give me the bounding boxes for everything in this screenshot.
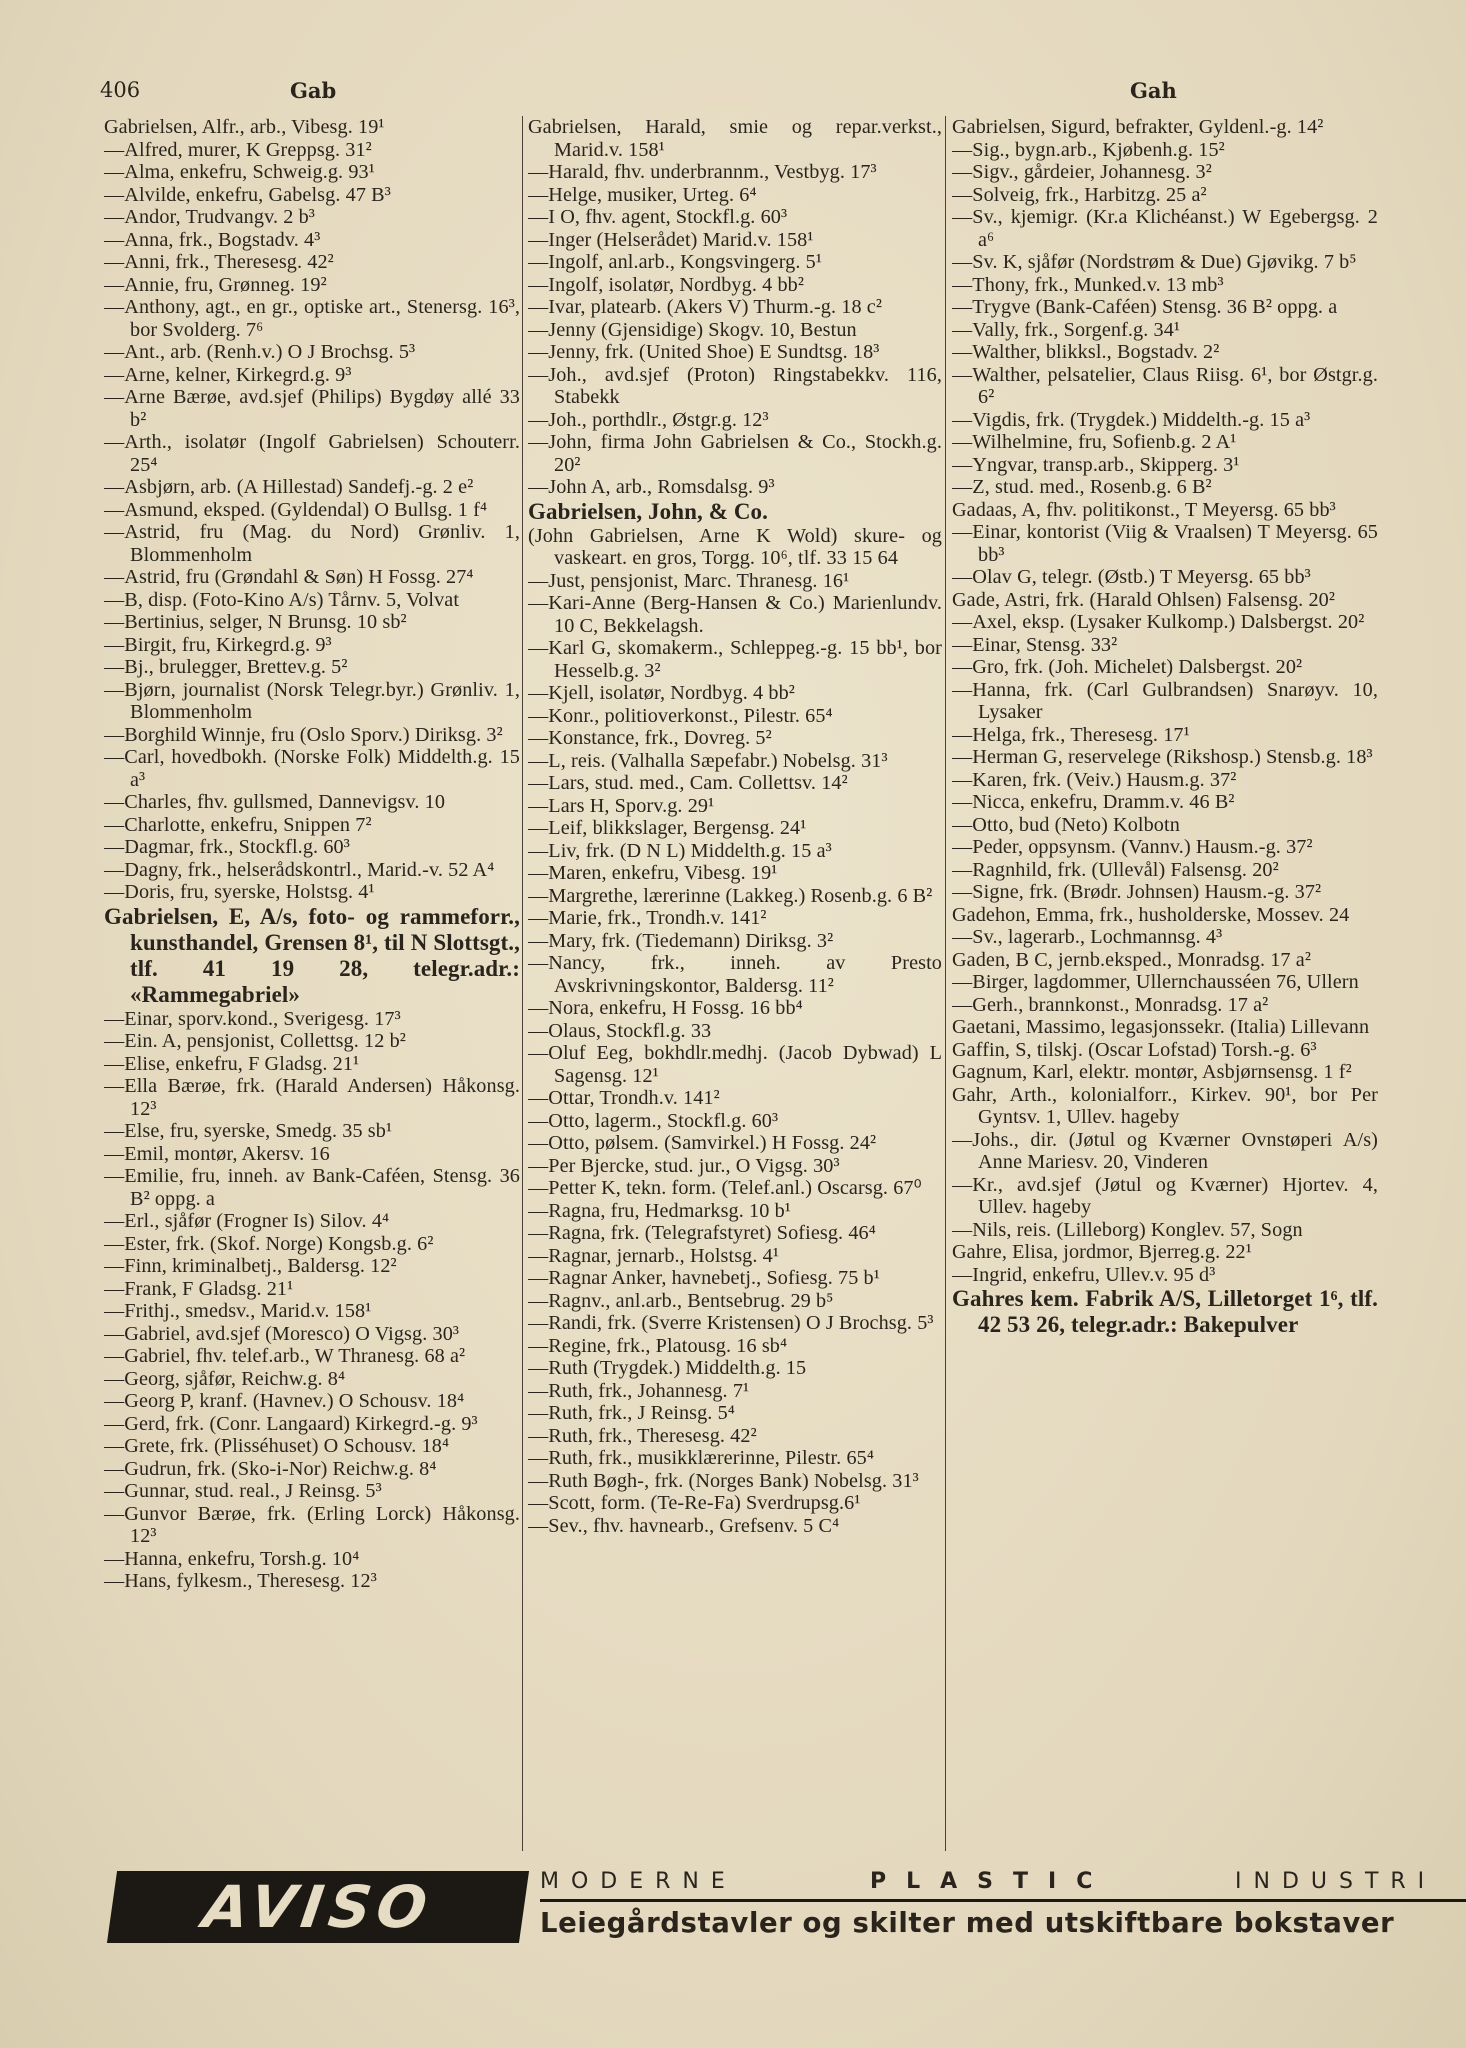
directory-entry: —Liv, frk. (D N L) Middelth.g. 15 a³ bbox=[528, 839, 832, 862]
directory-entry: —Erl., sjåfør (Frogner Is) Silov. 4⁴ bbox=[104, 1210, 390, 1232]
directory-entry: —Konr., politioverkonst., Pilestr. 65⁴ bbox=[528, 704, 833, 727]
directory-entry-highlighted: Gabrielsen, E, A/s, foto- og rammeforr., kunsthandel, Grensen 8¹, til N Slottsgt., tlf. 41 19 28, telegr.adr.: «Rammegabriel» bbox=[104, 903, 520, 1007]
directory-entry: —Else, fru, syerske, Smedg. 35 sb¹ bbox=[104, 1120, 393, 1142]
directory-entry: —Petter K, tekn. form. (Telef.anl.) Oscarsg. 67⁰ bbox=[528, 1177, 922, 1199]
directory-entry: —Lars H, Sporv.g. 29¹ bbox=[528, 794, 715, 817]
directory-entry: Gaden, B C, jernb.eksped., Monradsg. 17 a² bbox=[952, 948, 1311, 971]
directory-entry: —Ester, frk. (Skof. Norge) Kongsb.g. 6² bbox=[104, 1232, 434, 1255]
directory-entry: —Bj., brulegger, Brettev.g. 5² bbox=[104, 656, 348, 678]
directory-entry: —Gunvor Bærøe, frk. (Erling Lorck) Håkonsg. 12³ bbox=[104, 1502, 520, 1547]
advertisement-banner bbox=[100, 1865, 1437, 1945]
directory-entry: —Jenny, frk. (United Shoe) E Sundtsg. 18³ bbox=[528, 341, 880, 363]
directory-entry-highlighted: Gabrielsen, John, & Co. bbox=[528, 498, 768, 524]
directory-entry: —Gerh., brannkonst., Monradsg. 17 a² bbox=[952, 993, 1269, 1016]
directory-entry: —Ottar, Trondh.v. 141² bbox=[528, 1087, 720, 1109]
directory-entry: —Einar, sporv.kond., Sverigesg. 17³ bbox=[104, 1007, 401, 1030]
directory-entry: —Andor, Trudvangv. 2 b³ bbox=[104, 206, 315, 228]
directory-entry: —Ruth, frk., Johannesg. 7¹ bbox=[528, 1379, 750, 1402]
directory-entry: Gaffin, S, tilskj. (Oscar Lofstad) Torsh.-g. 6³ bbox=[952, 1038, 1317, 1061]
directory-entry: —Randi, frk. (Sverre Kristensen) O J Brochsg. 5³ bbox=[528, 1312, 934, 1334]
directory-entry: —Johs., dir. (Jøtul og Kværner Ovnstøperi A/s) Anne Mariesv. 20, Vinderen bbox=[952, 1128, 1378, 1173]
directory-entry: —Marie, frk., Trondh.v. 141² bbox=[528, 907, 767, 929]
directory-entry: —Carl, hovedbokh. (Norske Folk) Middelth.g. 15 a³ bbox=[104, 746, 520, 791]
directory-entry: Gaetani, Massimo, legasjonssekr. (Italia) Lillevann bbox=[952, 1016, 1370, 1038]
directory-entry: —Kjell, isolatør, Nordbyg. 4 bb² bbox=[528, 682, 795, 704]
directory-entry: —Otto, pølsem. (Samvirkel.) H Fossg. 24² bbox=[528, 1132, 877, 1154]
directory-entry: —John A, arb., Romsdalsg. 9³ bbox=[528, 476, 775, 498]
directory-entry: —Arne Bærøe, avd.sjef (Philips) Bygdøy allé 33 b² bbox=[104, 386, 520, 431]
directory-entry: —Olaus, Stockfl.g. 33 bbox=[528, 1019, 712, 1042]
ad-word-industri: INDUSTRI bbox=[1235, 1869, 1437, 1894]
directory-entry: —Wilhelmine, fru, Sofienb.g. 2 A¹ bbox=[952, 431, 1237, 453]
column-divider bbox=[522, 116, 523, 1851]
directory-entry: —Karl G, skomakerm., Schleppeg.-g. 15 bb¹, bor Hesselb.g. 3² bbox=[528, 637, 942, 682]
directory-entry: —Helga, frk., Theresesg. 17¹ bbox=[952, 723, 1190, 746]
directory-entry: —Charles, fhv. gullsmed, Dannevigsv. 10 bbox=[104, 791, 446, 813]
directory-entry: —Emilie, fru, inneh. av Bank-Caféen, Stensg. 36 B² oppg. a bbox=[104, 1165, 520, 1210]
directory-entry: —Frithj., smedsv., Marid.v. 158¹ bbox=[104, 1300, 372, 1322]
directory-entry: —Birgit, fru, Kirkegrd.g. 9³ bbox=[104, 633, 332, 656]
directory-entry: —Mary, frk. (Tiedemann) Diriksg. 3² bbox=[528, 929, 834, 952]
header-right-word: Gah bbox=[1130, 78, 1177, 103]
directory-entry: —Einar, Stensg. 33² bbox=[952, 633, 1118, 656]
directory-entry: —Otto, lagerm., Stockfl.g. 60³ bbox=[528, 1109, 779, 1132]
directory-entry: —Astrid, fru (Grøndahl & Søn) H Fossg. 27⁴ bbox=[104, 566, 474, 588]
directory-entry: —Charlotte, enkefru, Snippen 7² bbox=[104, 813, 372, 836]
directory-entry: —Lars, stud. med., Cam. Collettsv. 14² bbox=[528, 772, 848, 794]
directory-column-2 bbox=[528, 116, 942, 1851]
directory-entry: —Jenny (Gjensidige) Skogv. 10, Bestun bbox=[528, 318, 857, 341]
column-divider bbox=[945, 116, 946, 1851]
directory-entry: —Walther, pelsatelier, Claus Riisg. 6¹, bor Østgr.g. 6² bbox=[952, 363, 1378, 408]
directory-entry: —Ruth (Trygdek.) Middelth.g. 15 bbox=[528, 1357, 807, 1379]
directory-entry: —Einar, kontorist (Viig & Vraalsen) T Meyersg. 65 bb³ bbox=[952, 521, 1378, 566]
directory-entry: —Sigv., gårdeier, Johannesg. 3² bbox=[952, 161, 1212, 183]
directory-entry: —Dagny, frk., helserådskontrl., Marid.-v. 52 A⁴ bbox=[104, 858, 495, 881]
directory-entry: —Ingrid, enkefru, Ullev.v. 95 d³ bbox=[952, 1263, 1216, 1286]
directory-entry: —Per Bjercke, stud. jur., O Vigsg. 30³ bbox=[528, 1154, 840, 1177]
directory-entry: —Ant., arb. (Renh.v.) O J Brochsg. 5³ bbox=[104, 341, 416, 363]
directory-entry: —Otto, bud (Neto) Kolbotn bbox=[952, 813, 1180, 836]
directory-entry: —Regine, frk., Platousg. 16 sb⁴ bbox=[528, 1334, 788, 1357]
directory-entry: —Arth., isolatør (Ingolf Gabrielsen) Schouterr. 25⁴ bbox=[104, 431, 520, 476]
directory-entry: —Anni, frk., Theresesg. 42² bbox=[104, 251, 334, 273]
directory-entry: —Hanna, frk. (Carl Gulbrandsen) Snarøyv. 10, Lysaker bbox=[952, 678, 1378, 723]
directory-entry: —Birger, lagdommer, Ullernchausséen 76, Ullern bbox=[952, 971, 1359, 993]
directory-entry: —Ella Bærøe, frk. (Harald Andersen) Håkonsg. 12³ bbox=[104, 1075, 520, 1120]
directory-entry: —Ragna, fru, Hedmarksg. 10 b¹ bbox=[528, 1199, 791, 1222]
ad-tagline: Leiegårdstavler og skilter med utskiftbare bokstaver bbox=[540, 1907, 1395, 1939]
directory-entry: —Karen, frk. (Veiv.) Hausm.g. 37² bbox=[952, 768, 1237, 791]
directory-entry: —Anthony, agt., en gr., optiske art., Stenersg. 16³, bor Svolderg. 7⁶ bbox=[104, 296, 520, 341]
directory-entry: —Ivar, platearb. (Akers V) Thurm.-g. 18 c² bbox=[528, 296, 883, 318]
directory-entry: —Nils, reis. (Lilleborg) Konglev. 57, Sogn bbox=[952, 1218, 1303, 1241]
directory-entry: Gadaas, A, fhv. politikonst., T Meyersg. 65 bb³ bbox=[952, 498, 1336, 521]
directory-entry: Gabrielsen, Alfr., arb., Vibesg. 19¹ bbox=[104, 116, 385, 138]
directory-entry: Gade, Astri, frk. (Harald Ohlsen) Falsensg. 20² bbox=[952, 588, 1336, 611]
directory-entry: —Georg, sjåfør, Reichw.g. 8⁴ bbox=[104, 1367, 346, 1390]
directory-entry: —Elise, enkefru, F Gladsg. 21¹ bbox=[104, 1052, 360, 1075]
directory-entry: —Bjørn, journalist (Norsk Telegr.byr.) Grønliv. 1, Blommenholm bbox=[104, 678, 520, 723]
directory-entry: —Arne, kelner, Kirkegrd.g. 9³ bbox=[104, 363, 352, 386]
directory-entry: Gabrielsen, Sigurd, befrakter, Gyldenl.-g. 14² bbox=[952, 116, 1324, 138]
directory-entry: —L, reis. (Valhalla Sæpefabr.) Nobelsg. 31³ bbox=[528, 749, 888, 772]
directory-entry: —Yngvar, transp.arb., Skipperg. 3¹ bbox=[952, 453, 1240, 476]
directory-entry: Gahre, Elisa, jordmor, Bjerreg.g. 22¹ bbox=[952, 1241, 1252, 1263]
directory-column-3 bbox=[952, 116, 1378, 1851]
directory-entry: —I O, fhv. agent, Stockfl.g. 60³ bbox=[528, 206, 788, 228]
directory-entry: —B, disp. (Foto-Kino A/s) Tårnv. 5, Volvat bbox=[104, 588, 460, 611]
directory-entry: —Scott, form. (Te-Re-Fa) Sverdrupsg.6¹ bbox=[528, 1492, 861, 1514]
directory-entry: —Grete, frk. (Plisséhuset) O Schousv. 18⁴ bbox=[104, 1435, 450, 1457]
header-left-word: Gab bbox=[290, 78, 337, 103]
directory-entry: —Ingolf, anl.arb., Kongsvingerg. 5¹ bbox=[528, 251, 823, 273]
directory-entry: —Ragnar, jernarb., Holstsg. 4¹ bbox=[528, 1244, 780, 1267]
directory-entry: —John, firma John Gabrielsen & Co., Stockh.g. 20² bbox=[528, 431, 942, 476]
directory-entry: —Hans, fylkesm., Theresesg. 12³ bbox=[104, 1570, 377, 1592]
directory-entry: Gahr, Arth., kolonialforr., Kirkev. 90¹, bor Per Gyntsv. 1, Ullev. hageby bbox=[952, 1083, 1378, 1128]
directory-entry: —Thony, frk., Munked.v. 13 mb³ bbox=[952, 273, 1224, 296]
directory-entry: —Finn, kriminalbetj., Baldersg. 12² bbox=[104, 1255, 397, 1277]
directory-entry: —Joh., porthdlr., Østgr.g. 12³ bbox=[528, 408, 769, 431]
directory-entry: —Doris, fru, syerske, Holstsg. 4¹ bbox=[104, 881, 375, 903]
directory-entry: (John Gabrielsen, Arne K Wold) skure- og vaskeart. en gros, Torgg. 10⁶, tlf. 33 15 64 bbox=[528, 524, 942, 569]
directory-entry: —Solveig, frk., Harbitzg. 25 a² bbox=[952, 183, 1207, 206]
directory-entry: Gabrielsen, Harald, smie og repar.verkst., Marid.v. 158¹ bbox=[528, 116, 942, 161]
directory-entry: —Alvilde, enkefru, Gabelsg. 47 B³ bbox=[104, 183, 391, 206]
directory-entry: —Just, pensjonist, Marc. Thranesg. 16¹ bbox=[528, 569, 850, 592]
directory-entry: —Ruth, frk., Theresesg. 42² bbox=[528, 1424, 757, 1447]
directory-entry: —Inger (Helserådet) Marid.v. 158¹ bbox=[528, 228, 814, 251]
directory-entry: —Ruth, frk., J Reinsg. 5⁴ bbox=[528, 1402, 735, 1424]
directory-entry: —Gabriel, avd.sjef (Moresco) O Vigsg. 30³ bbox=[104, 1322, 460, 1345]
directory-entry: —Helge, musiker, Urteg. 6⁴ bbox=[528, 183, 757, 206]
directory-entry: —Ruth Bøgh-, frk. (Norges Bank) Nobelsg. 31³ bbox=[528, 1469, 919, 1492]
directory-entry: —Gabriel, fhv. telef.arb., W Thranesg. 68 a² bbox=[104, 1345, 466, 1367]
directory-entry: —Dagmar, frk., Stockfl.g. 60³ bbox=[104, 836, 350, 858]
directory-entry: —Hanna, enkefru, Torsh.g. 10⁴ bbox=[104, 1547, 360, 1570]
directory-entry: —Herman G, reservelege (Rikshosp.) Stensb.g. 18³ bbox=[952, 746, 1373, 768]
ad-word-plastic: PLASTIC bbox=[870, 1869, 1113, 1894]
directory-entry: —Oluf Eeg, bokhdlr.medhj. (Jacob Dybwad) L Sagensg. 12¹ bbox=[528, 1042, 942, 1087]
directory-entry: —Frank, F Gladsg. 21¹ bbox=[104, 1277, 294, 1300]
directory-entry: —Konstance, frk., Dovreg. 5² bbox=[528, 727, 772, 749]
directory-entry: —Trygve (Bank-Caféen) Stensg. 36 B² oppg. a bbox=[952, 296, 1338, 318]
page-number: 406 bbox=[100, 78, 141, 102]
directory-entry: —Ragnhild, frk. (Ullevål) Falsensg. 20² bbox=[952, 858, 1279, 881]
directory-entry: —Peder, oppsynsm. (Vannv.) Hausm.-g. 37² bbox=[952, 836, 1313, 858]
directory-entry: —Sig., bygn.arb., Kjøbenh.g. 15² bbox=[952, 138, 1225, 161]
directory-entry: —Axel, eksp. (Lysaker Kulkomp.) Dalsbergst. 20² bbox=[952, 611, 1365, 633]
directory-entry: —Anna, frk., Bogstadv. 4³ bbox=[104, 228, 321, 251]
directory-entry: —Vigdis, frk. (Trygdek.) Middelth.-g. 15 a³ bbox=[952, 408, 1311, 431]
directory-entry: —Asbjørn, arb. (A Hillestad) Sandefj.-g. 2 e² bbox=[104, 476, 474, 498]
directory-entry: —Sv., lagerarb., Lochmannsg. 4³ bbox=[952, 926, 1223, 948]
directory-entry: —Ein. A, pensjonist, Collettsg. 12 b² bbox=[104, 1030, 406, 1052]
directory-entry: —Signe, frk. (Brødr. Johnsen) Hausm.-g. 37² bbox=[952, 881, 1322, 903]
directory-entry: —Alfred, murer, K Greppsg. 31² bbox=[104, 138, 372, 161]
directory-entry: —Ragnar Anker, havnebetj., Sofiesg. 75 b¹ bbox=[528, 1267, 880, 1289]
directory-entry: —Astrid, fru (Mag. du Nord) Grønliv. 1, Blommenholm bbox=[104, 521, 520, 566]
ad-word-moderne: MODERNE bbox=[540, 1869, 737, 1894]
directory-entry: Gagnum, Karl, elektr. montør, Asbjørnsensg. 1 f² bbox=[952, 1061, 1352, 1083]
directory-entry: —Walther, blikksl., Bogstadv. 2² bbox=[952, 341, 1220, 363]
directory-entry: —Ragnv., anl.arb., Bentsebrug. 29 b⁵ bbox=[528, 1289, 834, 1312]
directory-entry: —Nora, enkefru, H Fossg. 16 bb⁴ bbox=[528, 997, 803, 1019]
directory-entry: —Borghild Winnje, fru (Oslo Sporv.) Diriksg. 3² bbox=[104, 723, 503, 746]
directory-entry: —Z, stud. med., Rosenb.g. 6 B² bbox=[952, 476, 1212, 498]
directory-entry: —Maren, enkefru, Vibesg. 19¹ bbox=[528, 862, 778, 884]
directory-entry: Gadehon, Emma, frk., husholderske, Mossev. 24 bbox=[952, 903, 1350, 926]
ad-headline bbox=[540, 1869, 1466, 1902]
directory-column-1 bbox=[104, 116, 520, 1851]
directory-entry: —Alma, enkefru, Schweig.g. 93¹ bbox=[104, 161, 375, 183]
directory-entry: —Ragna, frk. (Telegrafstyret) Sofiesg. 46⁴ bbox=[528, 1222, 876, 1244]
directory-entry-highlighted: Gahres kem. Fabrik A/S, Lilletorget 1⁶, tlf. 42 53 26, telegr.adr.: Bakepulver bbox=[952, 1286, 1378, 1337]
directory-entry: —Ingolf, isolatør, Nordbyg. 4 bb² bbox=[528, 273, 804, 296]
aviso-logo: AVISO bbox=[107, 1871, 529, 1943]
directory-entry: —Olav G, telegr. (Østb.) T Meyersg. 65 bb³ bbox=[952, 566, 1311, 588]
directory-entry: —Gerd, frk. (Conr. Langaard) Kirkegrd.-g. 9³ bbox=[104, 1412, 478, 1435]
directory-entry: —Emil, montør, Akersv. 16 bbox=[104, 1142, 330, 1165]
directory-entry: —Georg P, kranf. (Havnev.) O Schousv. 18⁴ bbox=[104, 1390, 465, 1412]
directory-entry: —Ruth, frk., musikklærerinne, Pilestr. 65⁴ bbox=[528, 1447, 874, 1469]
directory-entry: —Sv., kjemigr. (Kr.a Klichéanst.) W Egebergsg. 2 a⁶ bbox=[952, 206, 1378, 251]
directory-entry: —Gunnar, stud. real., J Reinsg. 5³ bbox=[104, 1480, 382, 1502]
directory-entry: —Sev., fhv. havnearb., Grefsenv. 5 C⁴ bbox=[528, 1514, 840, 1537]
directory-entry: —Nancy, frk., inneh. av Presto Avskrivningskontor, Baldersg. 11² bbox=[528, 952, 942, 997]
directory-entry: —Vally, frk., Sorgenf.g. 34¹ bbox=[952, 318, 1181, 341]
directory-entry: —Joh., avd.sjef (Proton) Ringstabekkv. 116, Stabekk bbox=[528, 363, 942, 408]
directory-entry: —Harald, fhv. underbrannm., Vestbyg. 17³ bbox=[528, 161, 877, 183]
directory-entry: —Kari-Anne (Berg-Hansen & Co.) Marienlundv. 10 C, Bekkelagsh. bbox=[528, 592, 942, 637]
directory-entry: —Kr., avd.sjef (Jøtul og Kværner) Hjortev. 4, Ullev. hageby bbox=[952, 1173, 1378, 1218]
page-header bbox=[100, 74, 1196, 104]
directory-entry: —Annie, fru, Grønneg. 19² bbox=[104, 273, 327, 296]
directory-entry: —Leif, blikkslager, Bergensg. 24¹ bbox=[528, 817, 807, 839]
directory-entry: —Gudrun, frk. (Sko-i-Nor) Reichw.g. 8⁴ bbox=[104, 1457, 437, 1480]
directory-entry: —Sv. K, sjåfør (Nordstrøm & Due) Gjøvikg. 7 b⁵ bbox=[952, 251, 1357, 273]
directory-entry: —Asmund, eksped. (Gyldendal) O Bullsg. 1 f⁴ bbox=[104, 498, 488, 521]
directory-entry: —Margrethe, lærerinne (Lakkeg.) Rosenb.g. 6 B² bbox=[528, 884, 933, 907]
directory-entry: —Nicca, enkefru, Dramm.v. 46 B² bbox=[952, 791, 1235, 813]
directory-entry: —Bertinius, selger, N Brunsg. 10 sb² bbox=[104, 611, 407, 633]
directory-entry: —Gro, frk. (Joh. Michelet) Dalsbergst. 20² bbox=[952, 656, 1303, 678]
